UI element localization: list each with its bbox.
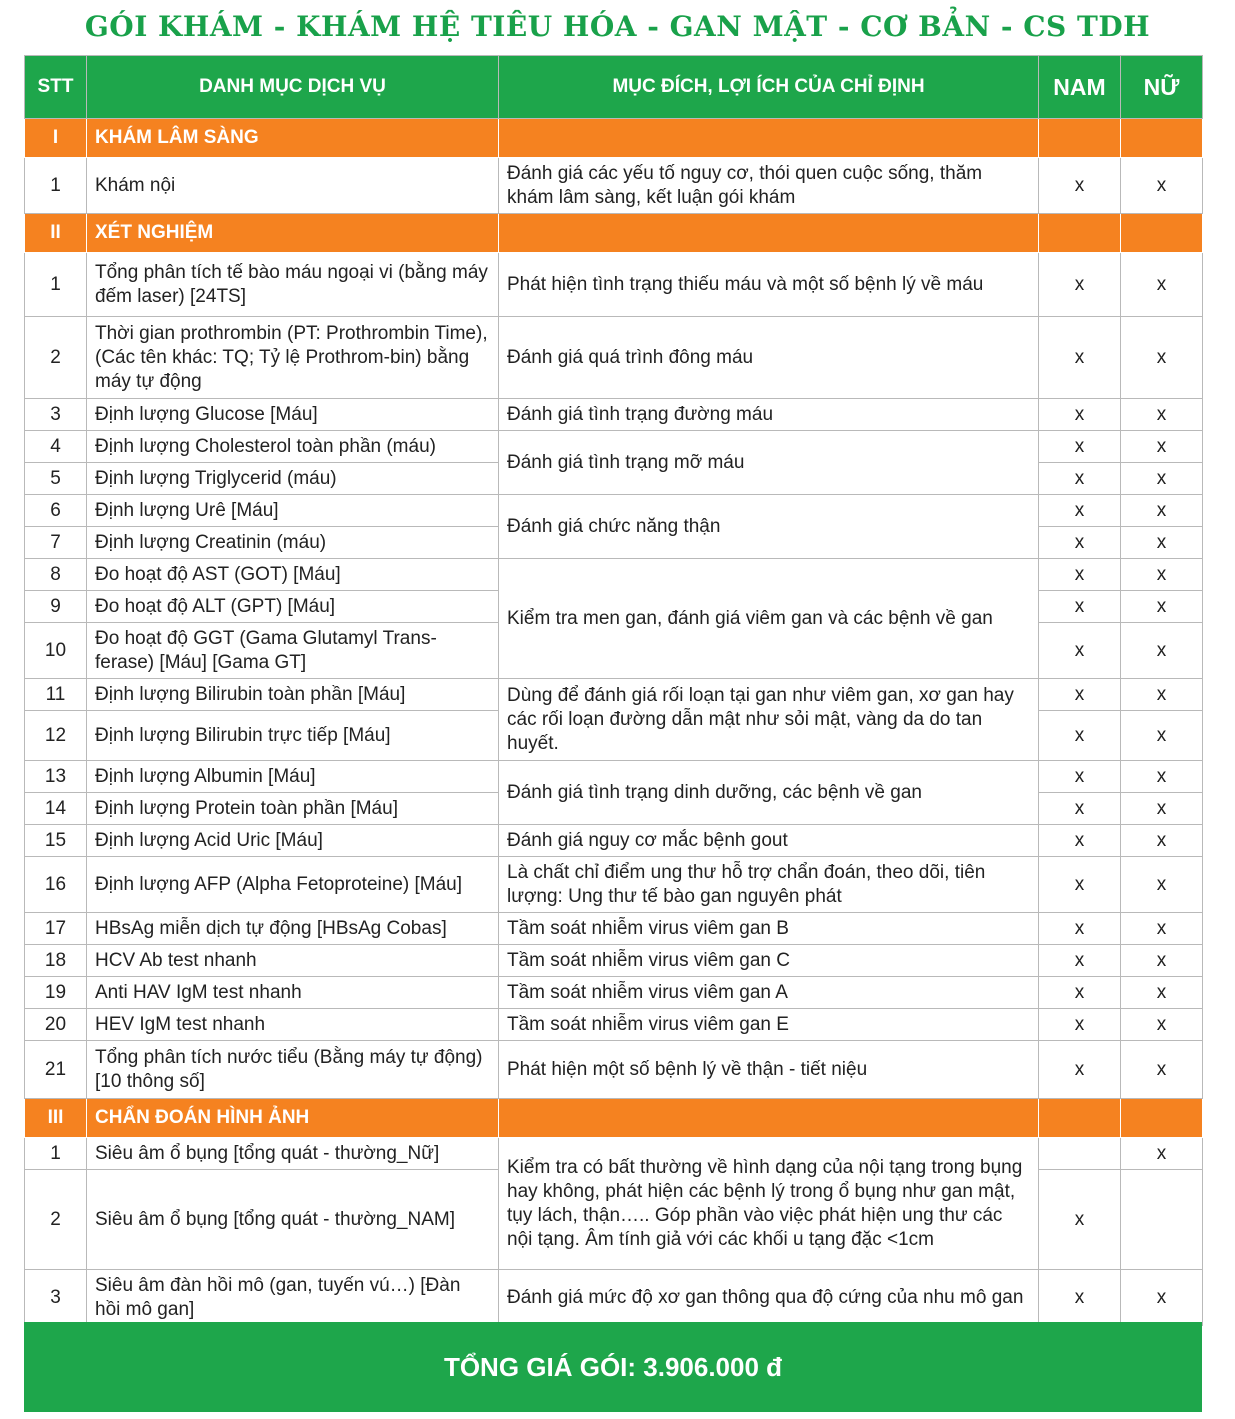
row-service: Đo hoạt độ GGT (Gama Glutamyl Trans-ferase) [Máu] [Gama GT] <box>87 623 499 679</box>
row-male: x <box>1039 793 1121 825</box>
row-purpose: Đánh giá chức năng thận <box>499 495 1039 559</box>
row-stt: 8 <box>25 559 87 591</box>
row-male: x <box>1039 825 1121 857</box>
row-purpose: Đánh giá tình trạng dinh dưỡng, các bệnh về gan <box>499 761 1039 825</box>
row-male: x <box>1039 977 1121 1009</box>
row-purpose: Đánh giá tình trạng đường máu <box>499 399 1039 431</box>
row-female: x <box>1121 679 1203 711</box>
row-stt: 11 <box>25 679 87 711</box>
row-female: x <box>1121 761 1203 793</box>
row-female: x <box>1121 399 1203 431</box>
row-service: Định lượng Urê [Máu] <box>87 495 499 527</box>
row-male: x <box>1039 913 1121 945</box>
table-header-row <box>25 56 1203 119</box>
table-row <box>25 1270 1203 1326</box>
row-purpose: Kiểm tra có bất thường về hình dạng của nội tạng trong bụng hay không, phát hiện các bệnh lý trong ổ bụng như gan mật, tụy lách, thận….. Góp phần vào việc phát hiện ung thư các nội tạng. Âm tính giả với các khối u tạng đặc <1cm <box>499 1138 1039 1270</box>
section-roman: I <box>25 119 87 158</box>
row-service: HEV IgM test nhanh <box>87 1009 499 1041</box>
row-female: x <box>1121 253 1203 317</box>
row-female: x <box>1121 1270 1203 1326</box>
row-female: x <box>1121 317 1203 399</box>
row-service: HBsAg miễn dịch tự động [HBsAg Cobas] <box>87 913 499 945</box>
header-service: DANH MỤC DỊCH VỤ <box>87 56 499 119</box>
table-row <box>25 825 1203 857</box>
row-male: x <box>1039 623 1121 679</box>
row-stt: 14 <box>25 793 87 825</box>
row-stt: 21 <box>25 1041 87 1099</box>
row-female: x <box>1121 1138 1203 1170</box>
row-purpose: Là chất chỉ điểm ung thư hỗ trợ chẩn đoán, theo dõi, tiên lượng: Ung thư tế bào gan nguyên phát <box>499 857 1039 913</box>
row-service: Tổng phân tích nước tiểu (Bằng máy tự động) [10 thông số] <box>87 1041 499 1099</box>
row-service: Định lượng Bilirubin trực tiếp [Máu] <box>87 711 499 761</box>
row-male: x <box>1039 1041 1121 1099</box>
row-purpose: Phát hiện một số bệnh lý về thận - tiết niệu <box>499 1041 1039 1099</box>
total-price-banner: TỔNG GIÁ GÓI: 3.906.000 đ <box>24 1322 1202 1412</box>
row-service: Thời gian prothrombin (PT: Prothrombin Time), (Các tên khác: TQ; Tỷ lệ Prothrom-bin) bằng máy tự động <box>87 317 499 399</box>
row-service: Định lượng Cholesterol toàn phần (máu) <box>87 431 499 463</box>
row-male: x <box>1039 679 1121 711</box>
row-female: x <box>1121 857 1203 913</box>
row-purpose: Tầm soát nhiễm virus viêm gan C <box>499 945 1039 977</box>
table-row <box>25 679 1203 711</box>
service-table <box>24 55 1203 1326</box>
row-stt: 13 <box>25 761 87 793</box>
row-stt: 1 <box>25 253 87 317</box>
table-row <box>25 253 1203 317</box>
header-purpose: MỤC ĐÍCH, LỢI ÍCH CỦA CHỈ ĐỊNH <box>499 56 1039 119</box>
row-service: Đo hoạt độ ALT (GPT) [Máu] <box>87 591 499 623</box>
row-female: x <box>1121 527 1203 559</box>
row-service: Đo hoạt độ AST (GOT) [Máu] <box>87 559 499 591</box>
table-row <box>25 1009 1203 1041</box>
row-stt: 1 <box>25 1138 87 1170</box>
table-row <box>25 1041 1203 1099</box>
row-female: x <box>1121 977 1203 1009</box>
row-female: x <box>1121 559 1203 591</box>
row-male: x <box>1039 399 1121 431</box>
row-female: x <box>1121 495 1203 527</box>
row-male: x <box>1039 857 1121 913</box>
row-stt: 7 <box>25 527 87 559</box>
table-row <box>25 431 1203 463</box>
section-row <box>25 119 1203 158</box>
row-female: x <box>1121 623 1203 679</box>
row-purpose: Kiểm tra men gan, đánh giá viêm gan và các bệnh về gan <box>499 559 1039 679</box>
row-female: x <box>1121 431 1203 463</box>
row-stt: 4 <box>25 431 87 463</box>
row-stt: 15 <box>25 825 87 857</box>
section-row <box>25 214 1203 253</box>
row-stt: 16 <box>25 857 87 913</box>
row-service: Tổng phân tích tế bào máu ngoại vi (bằng máy đếm laser) [24TS] <box>87 253 499 317</box>
row-female: x <box>1121 913 1203 945</box>
section-name: KHÁM LÂM SÀNG <box>87 119 499 158</box>
row-stt: 19 <box>25 977 87 1009</box>
section-row <box>25 1099 1203 1138</box>
row-purpose: Tầm soát nhiễm virus viêm gan E <box>499 1009 1039 1041</box>
table-row <box>25 913 1203 945</box>
row-female: x <box>1121 945 1203 977</box>
row-male: x <box>1039 945 1121 977</box>
row-female <box>1121 1170 1203 1270</box>
row-purpose: Đánh giá tình trạng mỡ máu <box>499 431 1039 495</box>
row-male: x <box>1039 463 1121 495</box>
row-female: x <box>1121 711 1203 761</box>
row-service: Định lượng Triglycerid (máu) <box>87 463 499 495</box>
row-stt: 18 <box>25 945 87 977</box>
row-male: x <box>1039 495 1121 527</box>
section-name: XÉT NGHIỆM <box>87 214 499 253</box>
row-service: Định lượng Creatinin (máu) <box>87 527 499 559</box>
row-stt: 5 <box>25 463 87 495</box>
row-male: x <box>1039 761 1121 793</box>
row-male: x <box>1039 253 1121 317</box>
row-male: x <box>1039 591 1121 623</box>
row-service: Siêu âm ổ bụng [tổng quát - thường_Nữ] <box>87 1138 499 1170</box>
row-male: x <box>1039 711 1121 761</box>
row-service: Định lượng Protein toàn phần [Máu] <box>87 793 499 825</box>
table-row <box>25 977 1203 1009</box>
table-row <box>25 1138 1203 1170</box>
row-male: x <box>1039 559 1121 591</box>
row-female: x <box>1121 793 1203 825</box>
row-stt: 6 <box>25 495 87 527</box>
row-female: x <box>1121 1041 1203 1099</box>
header-female: NỮ <box>1121 56 1203 119</box>
row-stt: 10 <box>25 623 87 679</box>
table-row <box>25 945 1203 977</box>
row-male: x <box>1039 1270 1121 1326</box>
row-service: HCV Ab test nhanh <box>87 945 499 977</box>
row-purpose: Tầm soát nhiễm virus viêm gan A <box>499 977 1039 1009</box>
row-purpose: Đánh giá nguy cơ mắc bệnh gout <box>499 825 1039 857</box>
row-female: x <box>1121 1009 1203 1041</box>
page-title: GÓI KHÁM - KHÁM HỆ TIÊU HÓA - GAN MẬT - CƠ BẢN - CS TDH <box>84 10 1151 43</box>
row-stt: 3 <box>25 1270 87 1326</box>
table-row <box>25 761 1203 793</box>
row-purpose: Đánh giá quá trình đông máu <box>499 317 1039 399</box>
row-service: Siêu âm ổ bụng [tổng quát - thường_NAM] <box>87 1170 499 1270</box>
row-stt: 1 <box>25 158 87 214</box>
section-roman: II <box>25 214 87 253</box>
row-service: Định lượng AFP (Alpha Fetoproteine) [Máu] <box>87 857 499 913</box>
row-purpose: Tầm soát nhiễm virus viêm gan B <box>499 913 1039 945</box>
table-row <box>25 158 1203 214</box>
row-male: x <box>1039 1170 1121 1270</box>
row-service: Siêu âm đàn hồi mô (gan, tuyến vú…) [Đàn hồi mô gan] <box>87 1270 499 1326</box>
row-stt: 2 <box>25 317 87 399</box>
section-name: CHẨN ĐOÁN HÌNH ẢNH <box>87 1099 499 1138</box>
row-service: Khám nội <box>87 158 499 214</box>
row-male: x <box>1039 1009 1121 1041</box>
row-stt: 20 <box>25 1009 87 1041</box>
header-stt: STT <box>25 56 87 119</box>
row-stt: 2 <box>25 1170 87 1270</box>
row-service: Định lượng Bilirubin toàn phần [Máu] <box>87 679 499 711</box>
row-service: Anti HAV IgM test nhanh <box>87 977 499 1009</box>
header-male: NAM <box>1039 56 1121 119</box>
table-row <box>25 399 1203 431</box>
row-service: Định lượng Glucose [Máu] <box>87 399 499 431</box>
table-row <box>25 317 1203 399</box>
table-row <box>25 559 1203 591</box>
row-female: x <box>1121 158 1203 214</box>
section-roman: III <box>25 1099 87 1138</box>
row-male <box>1039 1138 1121 1170</box>
row-female: x <box>1121 591 1203 623</box>
row-male: x <box>1039 158 1121 214</box>
table-row <box>25 857 1203 913</box>
row-male: x <box>1039 317 1121 399</box>
row-purpose: Dùng để đánh giá rối loạn tại gan như viêm gan, xơ gan hay các rối loạn đường dẫn mật như sỏi mật, vàng da do tan huyết. <box>499 679 1039 761</box>
row-stt: 17 <box>25 913 87 945</box>
table-row <box>25 495 1203 527</box>
row-female: x <box>1121 825 1203 857</box>
row-purpose: Đánh giá mức độ xơ gan thông qua độ cứng của nhu mô gan <box>499 1270 1039 1326</box>
row-service: Định lượng Acid Uric [Máu] <box>87 825 499 857</box>
row-service: Định lượng Albumin [Máu] <box>87 761 499 793</box>
row-male: x <box>1039 527 1121 559</box>
row-stt: 9 <box>25 591 87 623</box>
row-stt: 12 <box>25 711 87 761</box>
row-stt: 3 <box>25 399 87 431</box>
row-purpose: Phát hiện tình trạng thiếu máu và một số bệnh lý về máu <box>499 253 1039 317</box>
row-female: x <box>1121 463 1203 495</box>
row-purpose: Đánh giá các yếu tố nguy cơ, thói quen cuộc sống, thăm khám lâm sàng, kết luận gói khám <box>499 158 1039 214</box>
row-male: x <box>1039 431 1121 463</box>
